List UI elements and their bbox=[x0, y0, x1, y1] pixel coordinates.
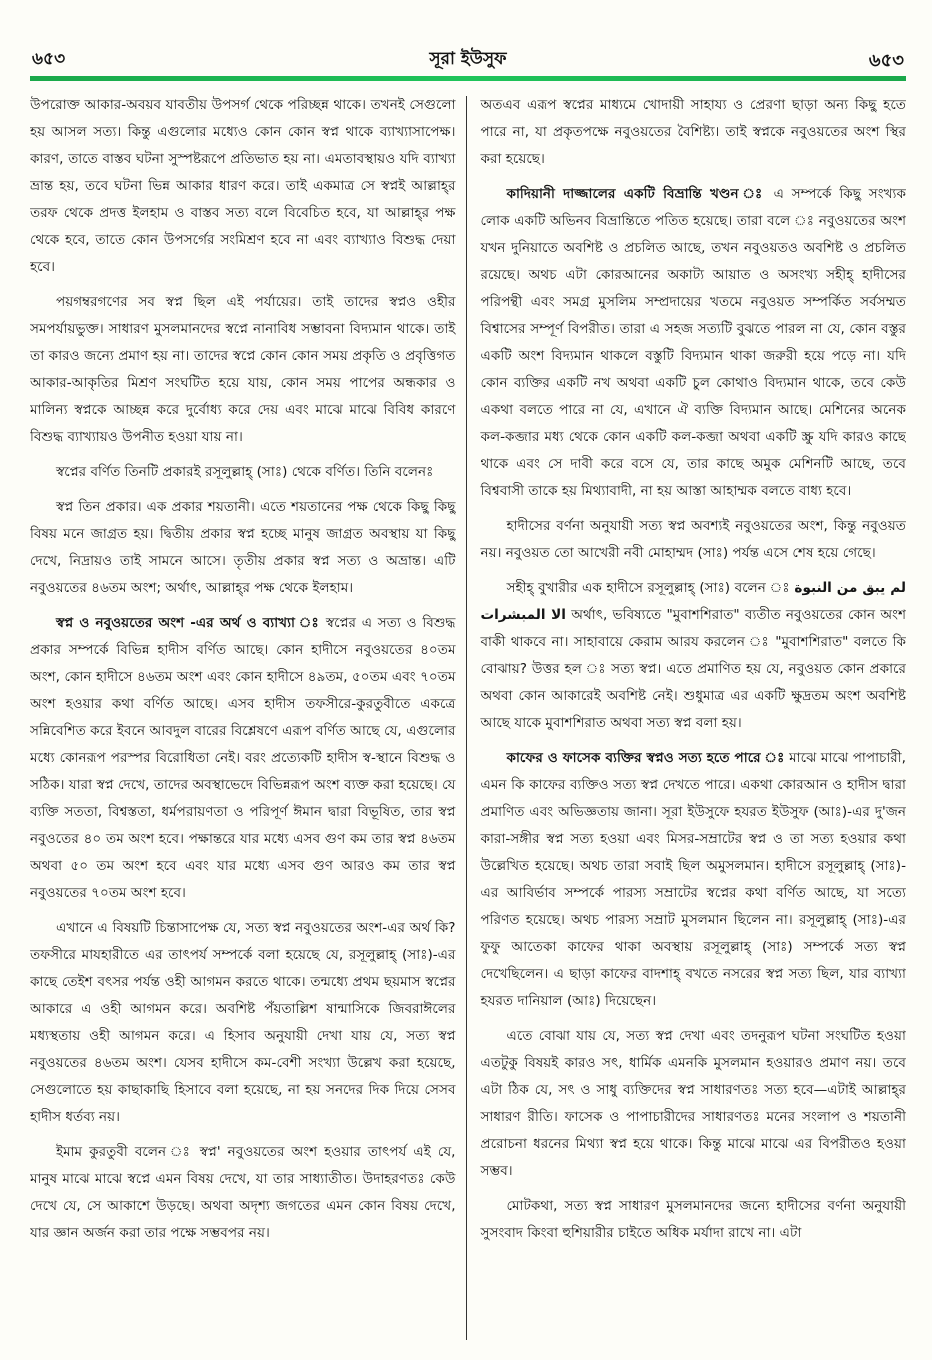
right-column bbox=[466, 92, 906, 1344]
left-paragraph-6: এখানে এ বিষয়টি চিন্তাসাপেক্ষ যে, সত্য স্বপ্ন নবুওয়তের অংশ-এর অর্থ কি? তফসীরে মাযহারীতে এর তাৎপর্য সম্পর্কে বলা হয়েছে যে, রসূলুল্লাহ্‌ (সাঃ)-এর কাছে তেইশ বৎসর পর্যন্ত ওহী আগমন করতে থাকে। তন্মধ্যে প্রথম ছয়মাস স্বপ্নের আকারে এ ওহী আগমন করে। অবশিষ্ট পঁয়তাল্লিশ ষান্মাসিকে জিবরাঈলের মধ্যস্থতায় ওহী আগমন করে। এ হিসাব অনুযায়ী দেখা যায় যে, সত্য স্বপ্ন নবুওয়তের ৪৬তম অংশ। যেসব হাদীসে কম-বেশী সংখ্যা উল্লেখ করা হয়েছে, সেগুলোতে হয় কাছাকাছি হিসাবে বলা হয়েছে, না হয় সনদের দিক দিয়ে সেসব হাদীস ধর্তব্য নয়। bbox=[30, 920, 456, 1125]
section-heading-dream-prophethood: স্বপ্ন ও নবুওয়তের অংশ -এর অর্থ ও ব্যাখ্যা ঃ bbox=[56, 615, 321, 631]
arabic-hadith-quote: لم يبق من النبوة الا المبشرات bbox=[480, 580, 906, 623]
right-paragraph-5 bbox=[480, 745, 906, 1015]
right-paragraph-2-text: এ সম্পর্কে কিছু সংখ্যক লোক একটি অভিনব বিভ্রান্তিতে পতিত হয়েছে। তারা বলে ঃ নবুওয়তের অংশ যখন দুনিয়াতে অবশিষ্ট ও প্রচলিত আছে, তখন নবুওয়তও অবশিষ্ট ও প্রচলিত রয়েছে। অথচ এটা কোরআনের অকাট্য আয়াত ও অসংখ্য সহীহ্‌ হাদীসের পরিপন্থী এবং সমগ্র মুসলিম সম্প্রদায়ের খতমে নবুওয়ত সম্পর্কিত সর্বসম্মত বিশ্বাসের সম্পূর্ণ বিপরীত। তারা এ সহজ সত্যটি বুঝতে পারল না যে, কোন বস্তুর একটি অংশ বিদ্যমান থাকলে বস্তুটি বিদ্যমান থাকা জরুরী হয়ে পড়ে না। যদি কোন ব্যক্তির একটি নখ অথবা একটি চুল কোথাও বিদ্যমান থাকে, তবে কেউ একথা বলতে পারে না যে, এখানে ঐ ব্যক্তি বিদ্যমান আছে। মেশিনের অনেক কল-কব্জার মধ্য থেকে কোন একটি কল-কব্জা অথবা একটি স্ক্রু যদি কারও কাছে থাকে এবং সে দাবী করে বসে যে, তার কাছে অমুক মেশিনটি আছে, তবে বিশ্ববাসী তাকে হয় মিথ্যাবাদী, না হয় আস্তা আহাম্মক বলতে বাধ্য হবে। bbox=[480, 186, 906, 499]
page-number-left: ৬৫৩ bbox=[32, 49, 66, 69]
text-columns bbox=[30, 92, 906, 1344]
surah-title: সূরা ইউসুফ bbox=[429, 49, 507, 69]
right-paragraph-5-text: মাঝে মাঝে পাপাচারী, এমন কি কাফের ব্যক্তিও সত্য স্বপ্ন দেখতে পারে। একথা কোরআন ও হাদীস দ্বারা প্রমাণিত এবং অভিজ্ঞতায় জানা। সূরা ইউসুফে হযরত ইউসুফ (আঃ)-এর দু'জন কারা-সঙ্গীর স্বপ্ন সত্য হওয়া এবং মিসর-সম্রাটের স্বপ্ন ও তা সত্য হওয়ার কথা উল্লেখিত হয়েছে। অথচ তারা সবাই ছিল অমুসলমান। হাদীসে রসূলুল্লাহ্‌ (সাঃ)-এর আবির্ভাব সম্পর্কে পারস্য সম্রাটের স্বপ্নের কথা বর্ণিত আছে, যা সত্যে পরিণত হয়েছে। অথচ পারস্য সম্রাট মুসলমান ছিলেন না। রসূলুল্লাহ্‌ (সাঃ)-এর ফুফু আতেকা কাফের থাকা অবস্থায় রসূলুল্লাহ্‌ (সাঃ) সম্পর্কে সত্য স্বপ্ন দেখেছিলেন। এ ছাড়া কাফের বাদশাহ্‌ বখতে নসরের স্বপ্ন সত্য ছিল, যার ব্যাখ্যা হযরত দানিয়াল (আঃ) দিয়েছেন। bbox=[480, 750, 906, 1009]
right-paragraph-4 bbox=[480, 575, 906, 737]
right-paragraph-2 bbox=[480, 181, 906, 505]
left-paragraph-7: ইমাম কুরতুবী বলেন ঃ স্বপ্ন' নবুওয়তের অংশ হওয়ার তাৎপর্য এই যে, মানুষ মাঝে মাঝে স্বপ্নে এমন বিষয় দেখে, যা তার সাধ্যাতীত। উদাহরণতঃ কেউ দেখে যে, সে আকাশে উড়ছে। অথবা অদৃশ্য জগতের এমন কোন বিষয় দেখে, যার জ্ঞান অর্জন করা তার পক্ষে সম্ভবপর নয়। bbox=[30, 1144, 456, 1241]
left-paragraph-3: স্বপ্নের বর্ণিত তিনটি প্রকারই রসূলুল্লাহ্‌ (সাঃ) থেকে বর্ণিত। তিনি বলেনঃ bbox=[56, 464, 434, 480]
page-number-right: ৬৫৩ bbox=[868, 50, 904, 71]
left-paragraph-2: পয়গম্বরগণের সব স্বপ্ন ছিল এই পর্যায়ের। তাই তাদের স্বপ্নও ওহীর সমপর্যায়ভুক্ত। সাধারণ মুসলমানদের স্বপ্নে নানাবিধ সম্ভাবনা বিদ্যমান থাকে। তাই তা কারও জন্যে প্রমাণ হয় না। তাদের স্বপ্নে কোন কোন সময় প্রকৃতি ও প্রবৃত্তিগত আকার-আকৃতির মিশ্রণ সংঘটিত হয়ে যায়, কোন সময় পাপের অন্ধকার ও মালিন্য স্বপ্নকে আচ্ছন্ন করে দুর্বোধ্য করে দেয় এবং মাঝে মাঝে বিবিধ কারণে বিশুদ্ধ ব্যাখ্যায়ও উপনীত হওয়া যায় না। bbox=[30, 294, 456, 445]
left-paragraph-5-text: স্বপ্নের এ সত্য ও বিশুদ্ধ প্রকার সম্পর্কে বিভিন্ন হাদীস বর্ণিত আছে। কোন হাদীসে নবুওয়তের ৪০তম অংশ, কোন হাদীসে ৪৬তম অংশ এবং কোন হাদীসে ৪৯তম, ৫০তম এবং ৭০তম অংশ হওয়ার কথা বর্ণিত আছে। এসব হাদীস তফসীরে-কুরতুবীতে একত্রে সন্নিবেশিত করে ইবনে আবদুল বারের বিশ্লেষণে এরূপ বর্ণিত আছে যে, এগুলোর মধ্যে কোনরূপ পরস্পর বিরোধিতা নেই। বরং প্রত্যেকটি হাদীস স্ব-স্থানে বিশুদ্ধ ও সঠিক। যারা স্বপ্ন দেখে, তাদের অবস্থাভেদে বিভিন্নরূপ অংশ ব্যক্ত করা হয়েছে। যে ব্যক্তি সততা, বিশ্বস্ততা, ধর্মপরায়ণতা ও পরিপূর্ণ ঈমান দ্বারা বিভূষিত, তার স্বপ্ন নবুওতের ৪০ তম অংশ হবে। পক্ষান্তরে যার মধ্যে এসব গুণ কম তার স্বপ্ন ৪৬তম অথবা ৫০ তম অংশ হবে এবং যার মধ্যে এসব গুণ আরও কম তার স্বপ্ন নবুওয়তের ৭০তম অংশ হবে। bbox=[30, 615, 456, 901]
page-header bbox=[30, 36, 906, 76]
right-paragraph-3: হাদীসের বর্ণনা অনুযায়ী সত্য স্বপ্ন অবশ্যই নবুওয়তের অংশ, কিন্তু নবুওয়ত নয়। নবুওয়ত তো আখেরী নবী মোহাম্মদ (সাঃ) পর্যন্ত এসে শেষ হয়ে গেছে। bbox=[480, 518, 906, 561]
left-paragraph-5 bbox=[30, 610, 456, 907]
header-divider bbox=[30, 76, 906, 81]
left-paragraph-1: উপরোক্ত আকার-অবয়ব যাবতীয় উপসর্গ থেকে পরিচ্ছন্ন থাকে। তখনই সেগুলো হয় আসল সত্য। কিন্তু এগুলোর মধ্যেও কোন কোন স্বপ্ন থাকে ব্যাখ্যাসাপেক্ষ। কারণ, তাতে বাস্তব ঘটনা সুস্পষ্টরূপে প্রতিভাত হয় না। এমতাবস্থায়ও যদি ব্যাখ্যা ভ্রান্ত হয়, তবে ঘটনা ভিন্ন আকার ধারণ করে। তাই একমাত্র সে স্বপ্নই আল্লাহ্‌র তরফ থেকে প্রদত্ত ইলহাম ও বাস্তব সত্য বলে বিবেচিত হবে, যা আল্লাহ্‌র পক্ষ থেকে হবে, তাতে কোন উপসর্গের সংমিশ্রণ হবে না এবং ব্যাখ্যাও বিশুদ্ধ দেয়া হবে। bbox=[30, 97, 456, 275]
right-paragraph-4-text: অর্থাৎ, ভবিষ্যতে "মুবাশশিরাত" ব্যতীত নবুওয়তের কোন অংশ বাকী থাকবে না। সাহাবায়ে কেরাম আরয করলেন ঃ "মুবাশশিরাত" বলতে কি বোঝায়? উত্তর হল ঃ সত্য স্বপ্ন। এতে প্রমাণিত হয় যে, নবুওয়ত কোন প্রকারে অথবা কোন আকারেই অবশিষ্ট নেই। শুধুমাত্র এর একটি ক্ষুদ্রতম অংশ অবশিষ্ট আছে যাকে মুবাশশিরাত অথবা সত্য স্বপ্ন বলা হয়। bbox=[480, 607, 906, 731]
section-heading-kafir-dreams: কাফের ও ফাসেক ব্যক্তির স্বপ্নও সত্য হতে পারে ঃ bbox=[506, 750, 785, 766]
right-paragraph-1: অতএব এরূপ স্বপ্নের মাধ্যমে খোদায়ী সাহায্য ও প্রেরণা ছাড়া অন্য কিছু হতে পারে না, যা প্রকৃতপক্ষে নবুওয়তের বৈশিষ্ট্য। তাই স্বপ্নকে নবুওয়তের অংশ স্থির করা হয়েছে। bbox=[480, 97, 906, 167]
right-paragraph-4-intro: সহীহ্‌ বুখারীর এক হাদীসে রসূলুল্লাহ্‌ (সাঃ) বলেন ঃ bbox=[506, 580, 795, 596]
right-paragraph-7: মোটকথা, সত্য স্বপ্ন সাধারণ মুসলমানদের জন্যে হাদীসের বর্ণনা অনুযায়ী সুসংবাদ কিংবা হুশিয়ারীর চাইতে অধিক মর্যাদা রাখে না। এটা bbox=[480, 1198, 906, 1241]
right-paragraph-6: এতে বোঝা যায় যে, সত্য স্বপ্ন দেখা এবং তদনুরূপ ঘটনা সংঘটিত হওয়া এতটুকু বিষয়ই কারও সৎ, ধার্মিক এমনকি মুসলমান হওয়ারও প্রমাণ নয়। তবে এটা ঠিক যে, সৎ ও সাধু ব্যক্তিদের স্বপ্ন সাধারণতঃ সত্য হবে—এটাই আল্লাহ্‌র সাধারণ রীতি। ফাসেক ও পাপাচারীদের সাধারণতঃ মনের সংলাপ ও শয়তানী প্ররোচনা ধরনের মিথ্যা স্বপ্ন হয়ে থাকে। কিন্তু মাঝে মাঝে এর বিপরীতও হওয়া সম্ভব। bbox=[480, 1028, 906, 1179]
left-column bbox=[30, 92, 466, 1344]
left-paragraph-4: স্বপ্ন তিন প্রকার। এক প্রকার শয়তানী। এতে শয়তানের পক্ষ থেকে কিছু কিছু বিষয় মনে জাগ্রত হয়। দ্বিতীয় প্রকার স্বপ্ন হচ্ছে মানুষ জাগ্রত অবস্থায় যা কিছু দেখে, নিদ্রায়ও তাই সামনে আসে। তৃতীয় প্রকার স্বপ্ন সত্য ও অভ্রান্ত। এটি নবুওয়তের ৪৬তম অংশ; অর্থাৎ, আল্লাহ্‌র পক্ষ থেকে ইলহাম। bbox=[30, 499, 456, 596]
section-heading-qadiani: কাদিয়ানী দাজ্জালের একটি বিভ্রান্তি খণ্ডন ঃ bbox=[506, 186, 766, 202]
